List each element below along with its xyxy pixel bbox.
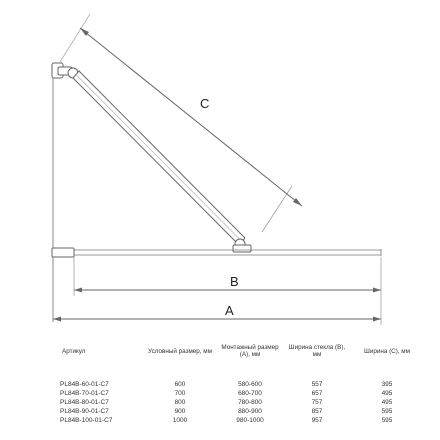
cell-glass-width: 857: [311, 408, 323, 415]
dimension-c-arrow-top: [80, 28, 89, 36]
cell-nominal-size: 800: [174, 399, 186, 406]
table-row: [44, 398, 424, 407]
header-nominal-size: Условный размер, мм: [148, 347, 212, 355]
spec-table: [44, 336, 424, 425]
dimension-a-label: A: [225, 303, 234, 318]
cell-mounting-size: 580-600: [238, 381, 262, 388]
fixed-panel-bracket: [52, 248, 74, 257]
dimension-b-label: B: [230, 274, 239, 289]
header-glass-width: Ширина стекла (B), мм: [288, 344, 346, 358]
cell-nominal-size: 900: [174, 408, 186, 415]
cell-article: PL84B-90-01-C7: [60, 408, 109, 415]
header-width-c: Ширина (C), мм: [364, 347, 410, 355]
cell-width-c: 595: [381, 408, 393, 415]
cell-nominal-size: 1000: [172, 417, 188, 424]
cell-width-c: 495: [381, 390, 393, 397]
cell-article: PL84B-100-01-C7: [60, 417, 113, 424]
dimension-c-label: C: [200, 96, 210, 111]
dimension-b-arrow-left: [74, 288, 82, 293]
cell-glass-width: 557: [311, 381, 323, 388]
cell-glass-width: 657: [311, 390, 323, 397]
cell-mounting-size: 980-1000: [236, 417, 264, 424]
cell-nominal-size: 600: [174, 381, 186, 388]
cell-width-c: 395: [381, 381, 393, 388]
cell-mounting-size: 780-800: [238, 399, 262, 406]
dimension-c-extension-bottom: [262, 186, 292, 232]
cell-width-c: 595: [381, 417, 393, 424]
table-row: [44, 407, 424, 416]
cell-article: PL84B-60-01-C7: [60, 381, 109, 388]
dimension-a-arrow-right: [373, 317, 381, 322]
spec-table-header-row: [44, 336, 424, 380]
cell-article: PL84B-80-01-C7: [60, 399, 109, 406]
cell-nominal-size: 700: [174, 390, 186, 397]
dimension-c-arrow-bottom: [293, 198, 302, 206]
cell-article: PL84B-70-01-C7: [60, 390, 109, 397]
table-row: [44, 380, 424, 389]
glass-door-inner-edge: [76, 75, 242, 242]
dimension-c-extension-top: [60, 14, 90, 62]
header-mounting-size: Монтажный размер (A), мм: [221, 344, 279, 358]
dimension-b-arrow-right: [373, 288, 381, 293]
table-row: [44, 416, 424, 425]
dimension-a-arrow-left: [53, 317, 61, 322]
cell-mounting-size: 680-700: [238, 390, 262, 397]
header-article: Артикул: [62, 347, 86, 355]
cell-glass-width: 757: [311, 399, 323, 406]
bottom-hinge-plate: [233, 245, 251, 252]
table-row: [44, 389, 424, 398]
cell-width-c: 495: [381, 399, 393, 406]
cell-glass-width: 957: [311, 417, 323, 424]
cell-mounting-size: 880-900: [238, 408, 262, 415]
